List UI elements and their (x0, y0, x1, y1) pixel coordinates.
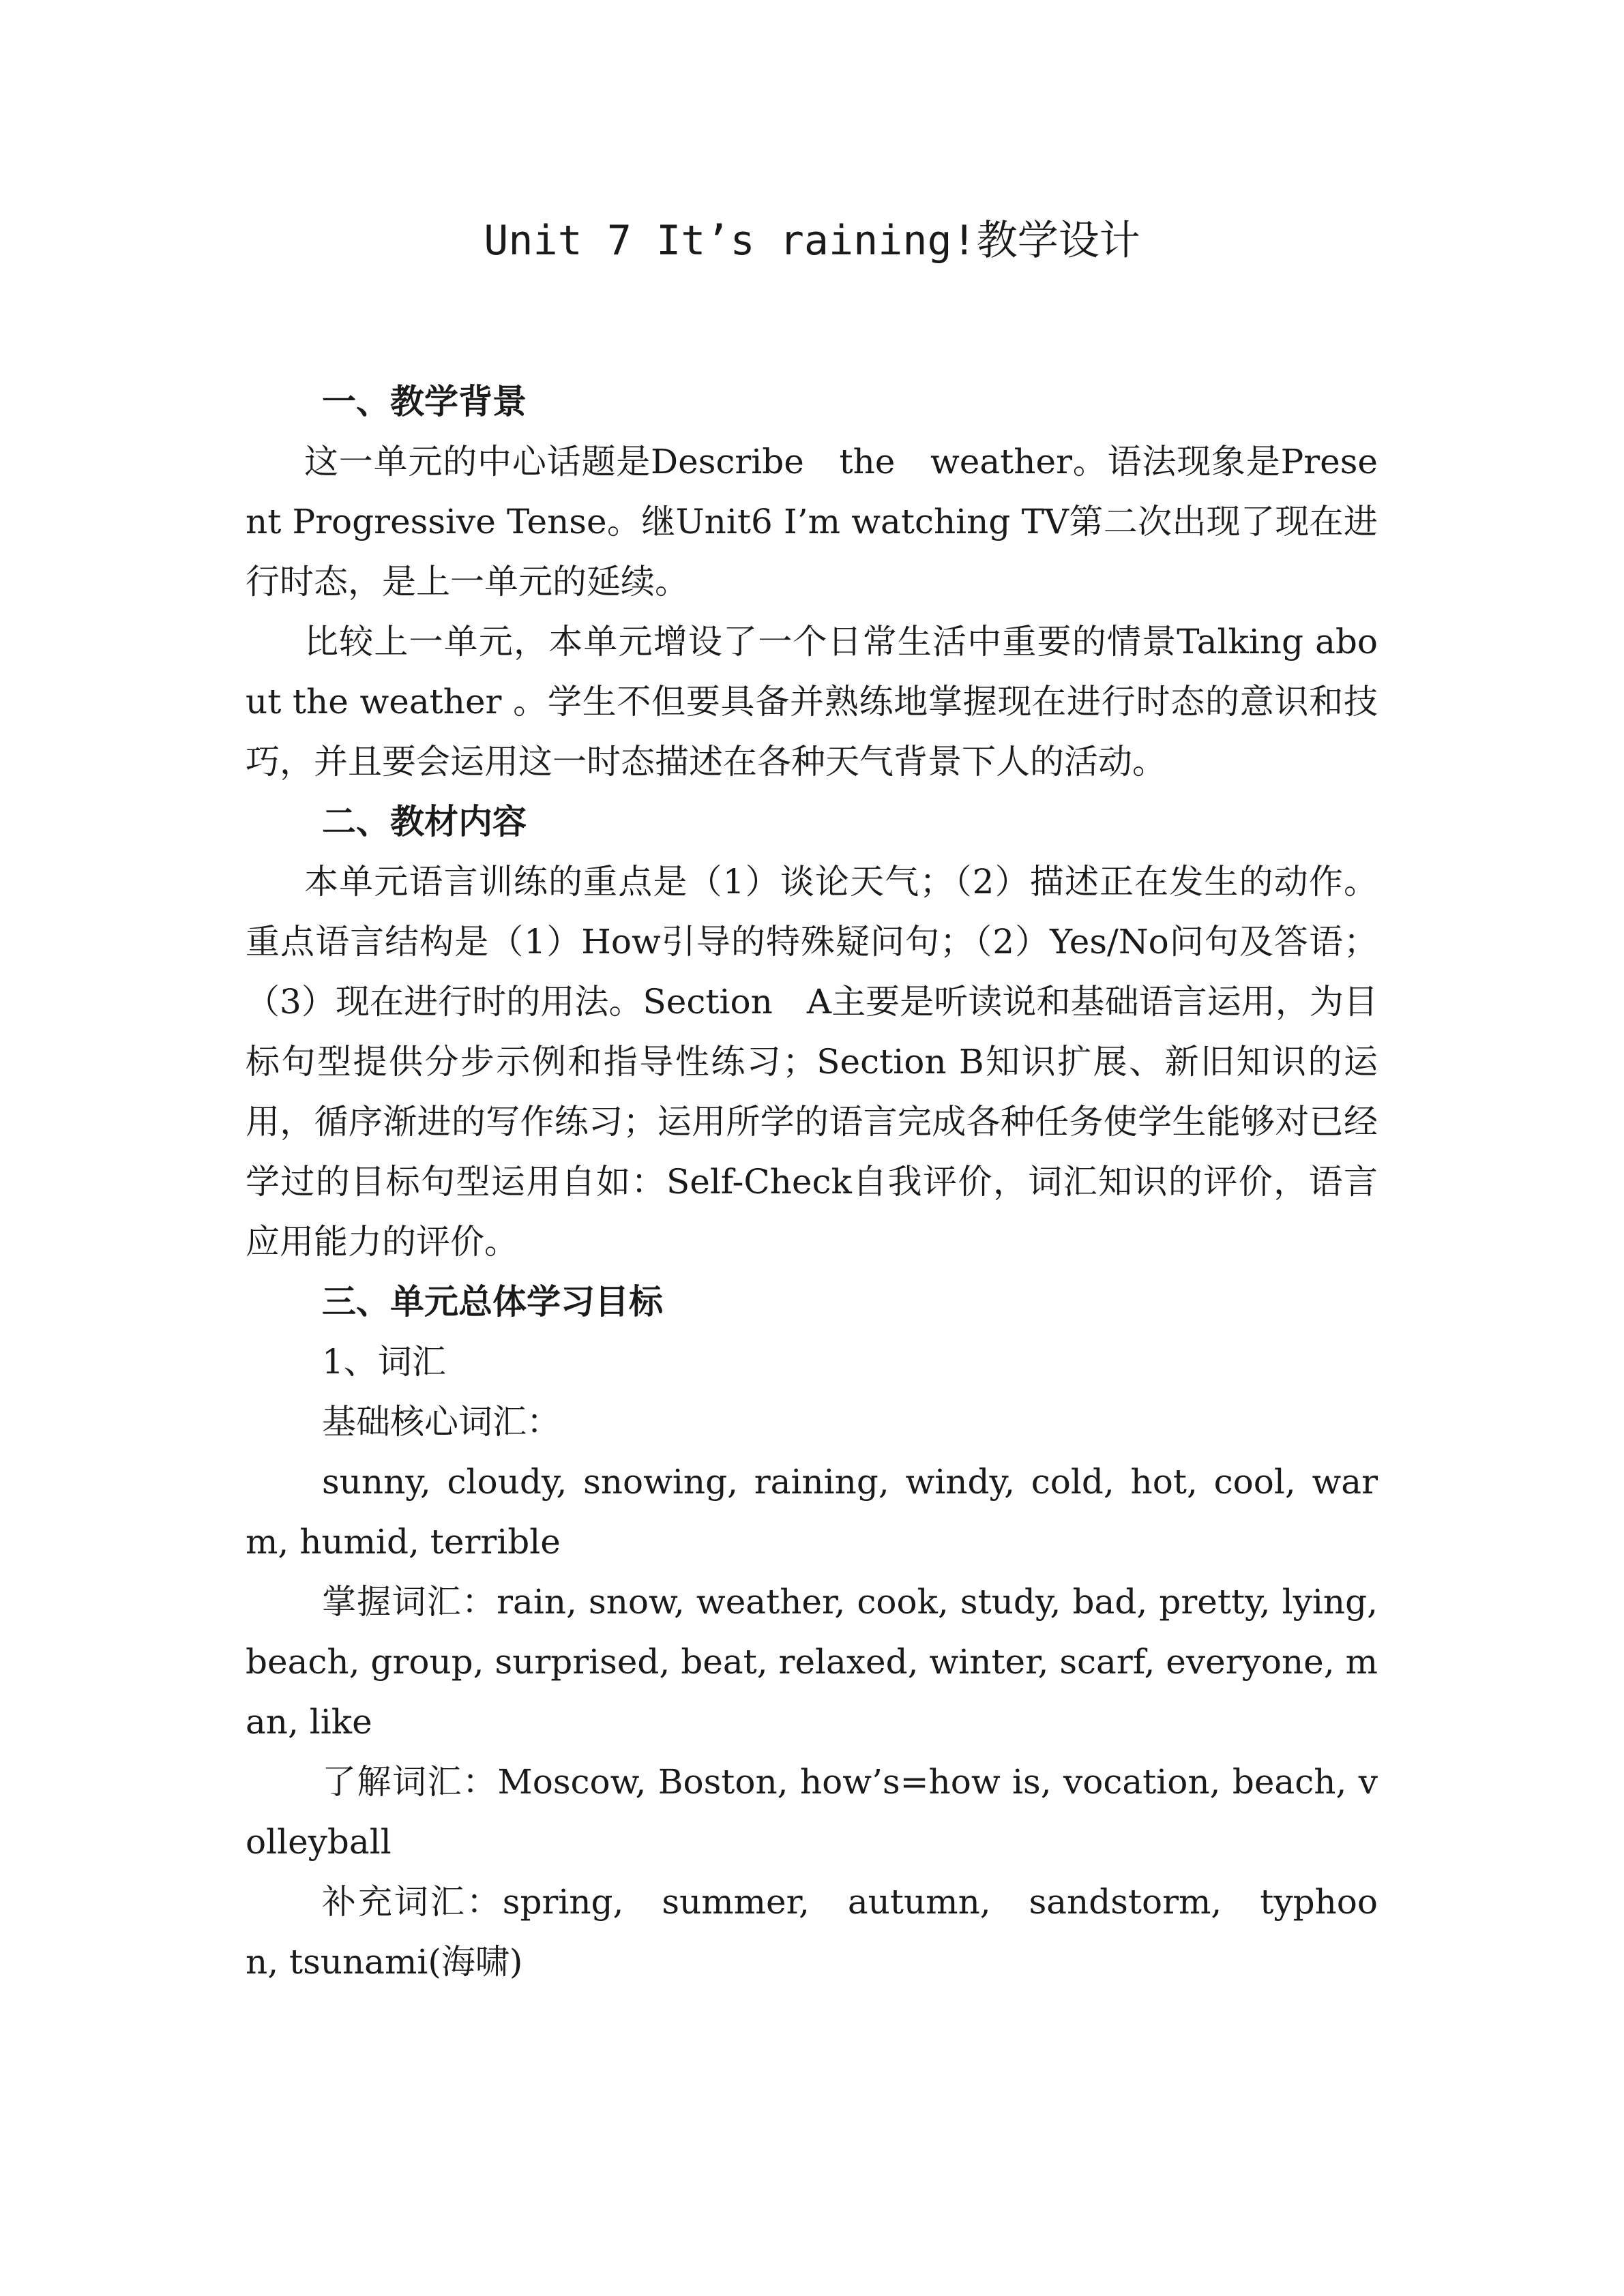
section-heading-background: 一、教学背景 (322, 382, 527, 421)
core-vocabulary-words: sunny, cloudy, snowing, raining, windy, cold, hot, cool, warm, humid, terrible (246, 1462, 1378, 1562)
subheading-vocabulary: 1、词汇 (322, 1342, 446, 1382)
paragraph-background-2: 比较上一单元，本单元增设了一个日常生活中重要的情景Talking about the weather 。学生不但要具备并熟练地掌握现在进行时态的意识和技巧，并且要会运用这一时态描述在各种天气背景下人的活动。 (246, 622, 1378, 781)
document-title: Unit 7 It’s raining!教学设计 (484, 217, 1140, 265)
master-vocabulary: 掌握词汇：rain, snow, weather, cook, study, bad, pretty, lying, beach, group, surprised, beat, relaxed, winter, scarf, everyone, man, like (246, 1582, 1378, 1742)
section-heading-objectives: 三、单元总体学习目标 (322, 1282, 663, 1322)
paragraph-background-1: 这一单元的中心话题是Describe the weather。语法现象是Present Progressive Tense。继Unit6 I’m watching TV第二次出现了现在进行时态，是上一单元的延续。 (246, 442, 1378, 601)
paragraph-content-1: 本单元语言训练的重点是（1）谈论天气；（2）描述正在发生的动作。重点语言结构是（1）How引导的特殊疑问句；（2）Yes/No问句及答语；（3）现在进行时的用法。Section A主要是听读说和基础语言运用，为目标句型提供分步示例和指导性练习；Section B知识扩展、新旧知识的运用，循序渐进的写作练习；运用所学的语言完成各种任务使学生能够对已经学过的目标句型运用自如：Self-Check自我评价，词汇知识的评价，语言应用能力的评价。 (246, 862, 1378, 1262)
understand-vocabulary: 了解词汇：Moscow, Boston, how’s=how is, vocation, beach, volleyball (246, 1762, 1378, 1862)
document-body (246, 372, 1378, 1992)
supplement-vocabulary: 补充词汇：spring, summer, autumn, sandstorm, typhoon, tsunami(海啸) (246, 1882, 1378, 1982)
core-vocabulary-label: 基础核心词汇： (322, 1402, 561, 1442)
section-heading-content: 二、教材内容 (322, 802, 527, 841)
